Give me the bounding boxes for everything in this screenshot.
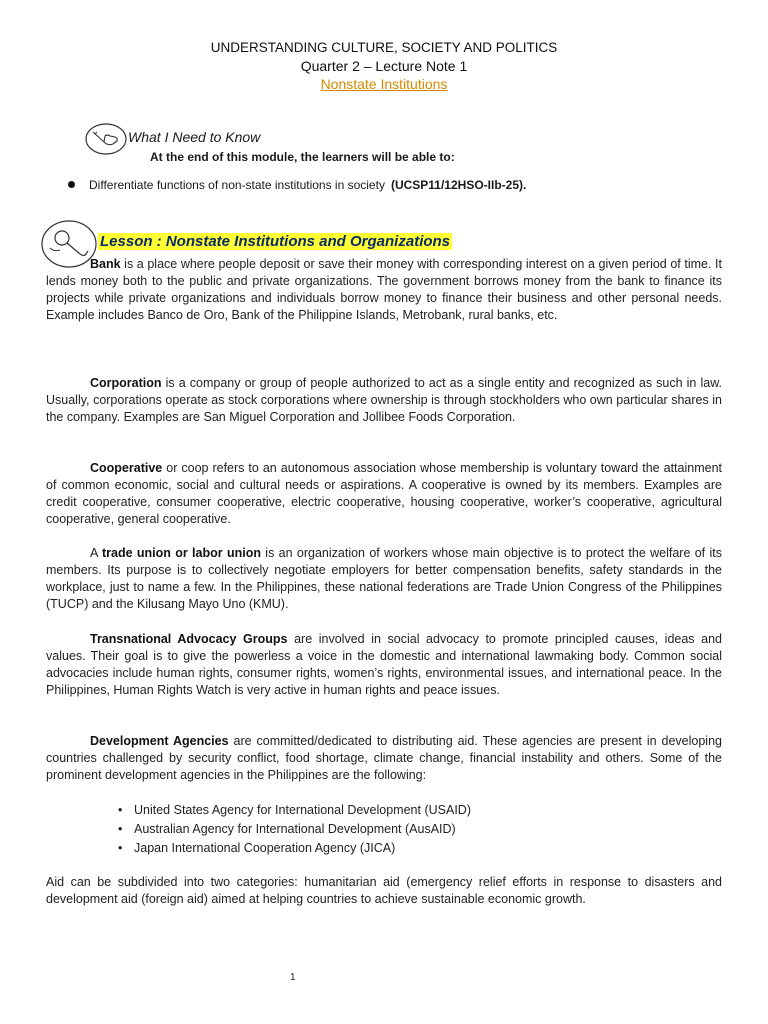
list-item: • Australian Agency for International Development (AusAID) — [118, 820, 471, 839]
term-bank: Bank — [90, 257, 121, 271]
lesson-title: Lesson : Nonstate Institutions and Organizations — [100, 233, 451, 250]
competency-code: (UCSP11/12HSO-IIb-25). — [390, 178, 527, 192]
term-development: Development Agencies — [90, 734, 229, 748]
topic-title: Nonstate Institutions — [320, 76, 448, 92]
term-trade-union: trade union or labor union — [101, 546, 261, 560]
agency-list — [118, 801, 471, 858]
section-title-need-to-know: What I Need to Know — [128, 129, 261, 145]
pointing-hand-icon — [84, 122, 128, 156]
quarter-label: Quarter 2 – Lecture Note 1 — [300, 58, 468, 74]
list-item: • United States Agency for International Development (USAID) — [118, 801, 471, 820]
page-number: 1 — [290, 972, 296, 983]
paragraph-trade-union: A trade union or labor union is an organization of workers whose main objective is to protect the welfare of its members. Its purpose is to collectively negotiate employers for better compensation benefits, safety standards in the workplace, just to name a few. In the Philippines, these national federations are Trade Union Congress of the Philippines (TUCP) and the Kilusang Mayo Uno (KMU). — [46, 546, 722, 611]
learning-intro: At the end of this module, the learners will be able to: — [150, 150, 455, 164]
objective-text: Differentiate functions of non-state institutions in society — [89, 178, 385, 192]
term-cooperative: Cooperative — [90, 461, 163, 475]
term-corporation: Corporation — [90, 376, 162, 390]
paragraph-cooperative: Cooperative or coop refers to an autonomous association whose membership is voluntary toward the attainment of common economic, social and cultural needs or aspirations. A cooperative is owned by its members. Examples are credit cooperative, consumer cooperative, electric cooperative, housing cooperative, worker’s cooperative, agricultural cooperative, general cooperative. — [46, 461, 722, 526]
paragraph-aid: Aid can be subdivided into two categories: humanitarian aid (emergency relief efforts in response to disasters and development aid (foreign aid) aimed at helping countries to achieve sustainable economic growth. — [46, 875, 722, 906]
term-advocacy: Transnational Advocacy Groups — [90, 632, 288, 646]
bullet-icon — [68, 181, 75, 188]
learning-objective — [68, 178, 526, 192]
paragraph-advocacy: Transnational Advocacy Groups are involved in social advocacy to promote principled causes, ideas and values. Their goal is to give the powerless a voice in the domestic and international lawmaking body. Common social advocacies include human rights, consumer rights, women’s rights, environmental issues, and international peace. In the Philippines, Human Rights Watch is very active in human rights and peace issues. — [46, 632, 722, 697]
paragraph-development: Development Agencies are committed/dedicated to distributing aid. These agencies are present in developing countries challenged by security conflict, food shortage, climate change, financial instability and others. Some of the prominent development agencies in the Philippines are the following: — [46, 734, 722, 782]
paragraph-corporation: Corporation is a company or group of people authorized to act as a single entity and recognized as such in law. Usually, corporations operate as stock corporations where ownership is through stockholders who own particular shares in the company. Examples are San Miguel Corporation and Jollibee Foods Corporation. — [46, 376, 722, 424]
paragraph-bank: Bank is a place where people deposit or save their money with corresponding interest on a given period of time. It lends money both to the public and private organizations. The government borrows money from the bank to finance its projects while private organizations and individuals borrow money to finance their business and other personal needs. Example includes Banco de Oro, Bank of the Philippine Islands, Metrobank, rural banks, etc. — [46, 257, 722, 322]
course-title: UNDERSTANDING CULTURE, SOCIETY AND POLITICS — [210, 40, 558, 55]
list-item: • Japan International Cooperation Agency (JICA) — [118, 839, 471, 858]
